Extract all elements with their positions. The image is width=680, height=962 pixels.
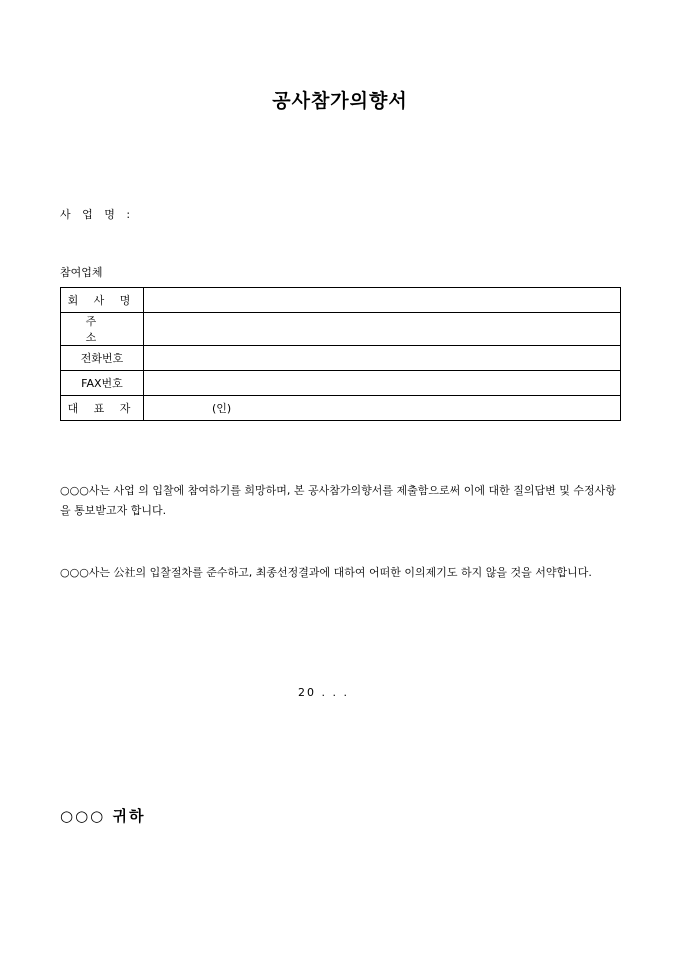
table-row-phone [61, 346, 621, 371]
representative-value [144, 396, 621, 421]
company-name-label: 회 사 명 [61, 288, 144, 313]
recipient-closing: ○○○ 귀하 [60, 807, 146, 825]
table-row-fax [61, 371, 621, 396]
date-line: 20 . . . [298, 686, 349, 699]
company-name-value [144, 288, 621, 313]
fax-value [144, 371, 621, 396]
address-label: 주 소 [61, 313, 144, 346]
intent-paragraph: ○○○사는 사업 의 입찰에 참여하기를 희망하며, 본 공사참가의향서를 제출함으로써 이에 대한 질의답변 및 수정사항을 통보받고자 합니다. [60, 484, 616, 517]
table-row-address [61, 313, 621, 346]
phone-value [144, 346, 621, 371]
seal-mark: (인) [212, 402, 232, 415]
table-row-company-name [61, 288, 621, 313]
pledge-paragraph: ○○○사는 公社의 입찰절차를 준수하고, 최종선정결과에 대하여 어떠한 이의제기도 하지 않을 것을 서약합니다. [60, 566, 592, 579]
representative-label: 대 표 자 [61, 396, 144, 421]
phone-label: 전화번호 [61, 346, 144, 371]
table-row-representative [61, 396, 621, 421]
document-title: 공사참가의향서 [272, 90, 408, 112]
company-info-table [60, 287, 621, 421]
project-name-label: 사 업 명 : [60, 208, 135, 221]
address-value [144, 313, 621, 346]
fax-label: FAX번호 [61, 371, 144, 396]
participant-section-label: 참여업체 [60, 266, 103, 279]
